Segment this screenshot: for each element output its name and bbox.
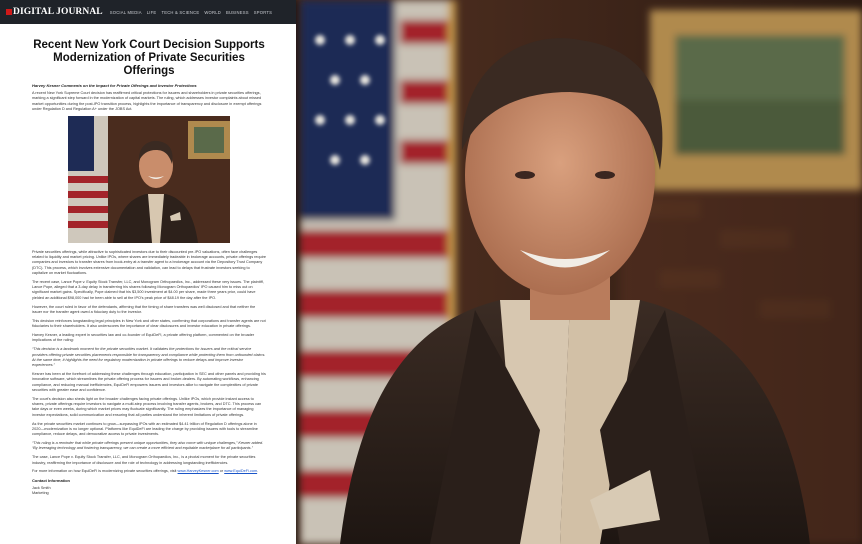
article-paragraph: Harvey Kesner, a leading expert in securities law and co-founder of EquiDeFi, a private offering platform, commented on the broader implications of the ruling: — [32, 333, 255, 343]
nav-world[interactable]: WORLD — [204, 9, 221, 15]
article-quote: “This decision is a landmark moment for the private securities market. It validates the protections for issuers and the critical service providers offering private securities placements responsible for transparency and compliance while protecting them from unfounded claims. At the same time, it highlights the need for regulatory modernization in private offerings to reduce delays and improve investor experiences.” — [32, 347, 266, 368]
more-info-end: . — [257, 469, 259, 474]
article-paragraph: Private securities offerings, while attractive to sophisticated investors due to their discounted pre-IPO valuations, often face challenges related to liquidity and market pricing. Unlike IPOs, where shares are immediately tradeable in brokerage accounts, private offerings require companies and investors to transfer shares from book-entry at a transfer agent to a brokerage account via the Depository Trust Company (DTC). This process, which involves extensive documentation and validation, can lead to delays that frustrate investors seeking to capitalize on market fluctuations. — [32, 249, 266, 275]
article-photo — [68, 116, 230, 243]
article-paragraph: However, the court ruled in favor of the defendants, affirming that the timing of share transfers was well disclosed and that neither the issuer nor the transfer agent owed a fiduciary duty to the investor. — [32, 304, 256, 314]
article-paragraph: As the private securities market continues to grow—surpassing IPOs with an estimated $4.41 trillion of Regulation D offerings alone in 2020—modernization is no longer optional. Platforms like EquiDeFi are leading the charge by providing issuers with tools to streamline compliance, reduce delays, and democratize access to private investments. — [32, 421, 258, 437]
harveykesner-link[interactable]: www.HarveyKesner.com — [177, 469, 219, 474]
nav-life[interactable]: LIFE — [146, 9, 157, 15]
article-paragraph: The case, Lance Pope v. Equity Stock Transfer, LLC, and Monogram Orthopaedics, Inc., is a pivotal moment for the private securities industry, reaffirming the importance of disclosure and the role of technology in addressing longstanding inefficiencies. — [32, 455, 256, 465]
nav-business[interactable]: BUSINESS — [225, 9, 249, 15]
article-paragraph: A recent New York Supreme Court decision has reaffirmed critical protections for issuers and shareholders in private securities offerings, marking a significant step forward in the modernization of capital markets. The ruling, which addresses investor complaints about missed market opportunities during the post-IPO transition process, highlights the importance of transparency and disclosure in exempt offerings under Regulation D and Regulation A+ under the JOBS Act. — [32, 91, 262, 111]
contact-heading: Contact Information — [32, 478, 70, 484]
article-paragraph: The court's decision also sheds light on the broader challenges facing private offerings. Unlike IPOs, which provide instant access to shares, private offerings require investors to navigate a multi-step process involving transfer agents, brokers, and DTC. This process can take days or even weeks, during which market prices may fluctuate significantly. The ruling emphasizes the importance of managing investor expectations, solid communication and ensuring that all parties understand the inherent limitations of private offerings. — [32, 396, 262, 417]
article-paragraph: The recent case, Lance Pope v. Equity Stock Transfer, LLC, and Monogram Orthopaedics, Inc., addressed these very issues. The plaintiff, Lance Pope, alleged that a 3-day delay in transferring his shares following Monogram Orthopaedics' IPO caused him to miss out on significant market gains. Specifically, Pope claimed that his $3,500 investment at $4.00 per share, made three years prior, could have yielded an additional $98,000 had he been able to sell at the IPO's peak price of $48.19 the day after the IPO. — [32, 279, 264, 300]
more-info-text: For more information on how EquiDeFi is modernizing private securities offerings, visit — [32, 469, 178, 474]
site-header — [0, 0, 296, 24]
nav-sports[interactable]: SPORTS — [253, 9, 273, 15]
equidefi-link[interactable]: www.EquiDeFi.com — [224, 469, 258, 474]
article-headline: Recent New York Court Decision Supports Modernization of Private Securities Offerings — [33, 39, 265, 77]
main-nav — [110, 10, 272, 15]
article-paragraph: This decision reinforces longstanding legal principles in New York and other states, confirming that corporations and transfer agents are not fiduciaries to their shareholders. It also underscores the importance of clear disclosures and investor education in private offerings. — [32, 318, 266, 329]
more-info-connector: or — [218, 469, 225, 474]
site-logo-text: DIGITAL JOURNAL — [13, 7, 103, 17]
more-info-paragraph — [32, 469, 266, 474]
article-body — [0, 24, 296, 496]
article-subhead: Harvey Kesner Comments on the Impact for Private Offerings and Investor Protections — [32, 83, 197, 88]
contact-role: Marketing — [32, 491, 49, 496]
nav-tech-science[interactable]: TECH & SCIENCE — [161, 9, 200, 15]
article-panel — [0, 0, 296, 544]
article-paragraph: Kesner has been at the forefront of addressing these challenges through education, participation in SEC and other panels and providing his innovative software, which streamlines the private offering process for issuers and broker-dealers. By automating workflows, enhancing compliance, and reducing manual inefficiencies, EquiDeFi empowers issuers and investors alike to navigate the complexities of private securities with greater ease and confidence. — [32, 371, 266, 392]
contact-name: Jack Smith — [32, 486, 51, 491]
site-logo[interactable] — [6, 7, 103, 17]
logo-mark-icon — [6, 9, 12, 15]
nav-social-media[interactable]: SOCIAL MEDIA — [109, 9, 142, 15]
article-quote: “This ruling is a reminder that while private offerings present unique opportunities, they also come with unique challenges,” Kesner added. “By leveraging technology and fostering transparency, we can create a more efficient and equitable marketplace for all participants.” — [32, 441, 264, 451]
